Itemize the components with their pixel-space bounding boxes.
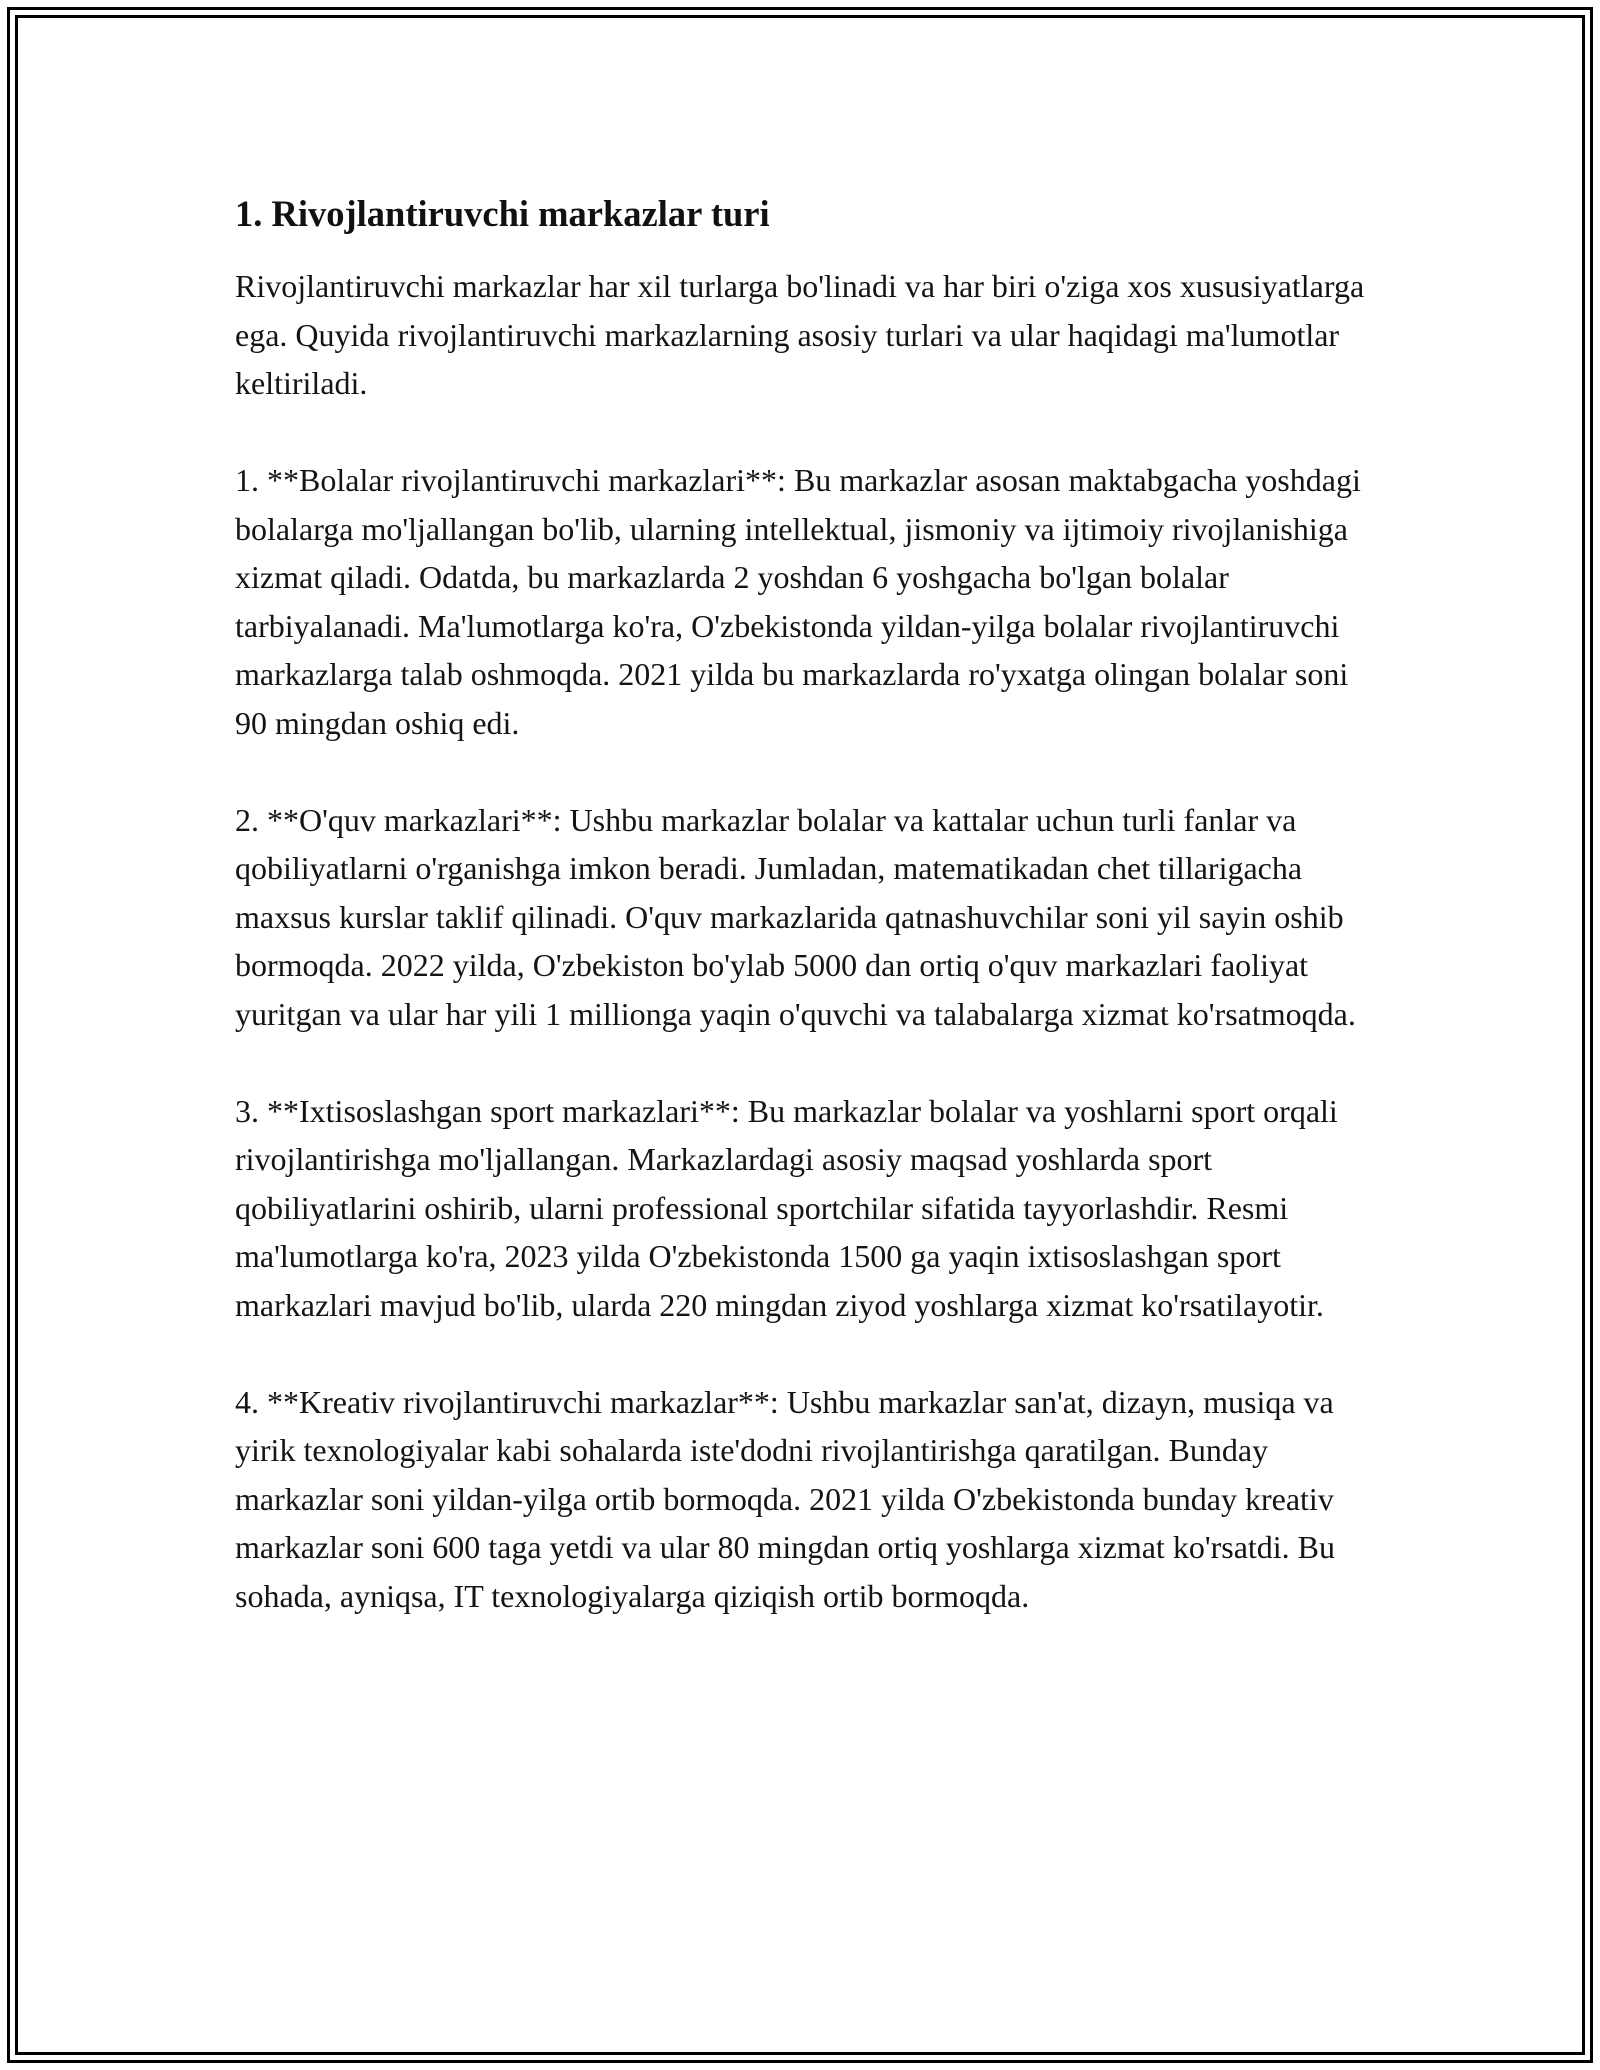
document-body: [235, 188, 1375, 1620]
list-item-sport-centers: 3. **Ixtisoslashgan sport markazlari**: Bu markazlar bolalar va yoshlarni sport orqali rivojlantirishga mo'ljallangan. Markazlardagi asosiy maqsad yoshlarda sport qobiliyatlarini oshirib, ularni professional sportchilar sifatida tayyorlashdir. Resmi ma'lumotlarga ko'ra, 2023 yilda O'zbekistonda 1500 ga yaqin ixtisoslashgan sport markazlari mavjud bo'lib, ularda 220 mingdan ziyod yoshlarga xizmat ko'rsatilayotir.: [235, 1092, 1338, 1323]
list-item-children-centers: 1. **Bolalar rivojlantiruvchi markazlari**: Bu markazlar asosan maktabgacha yoshdagi bolalarga mo'ljallangan bo'lib, ularning intellektual, jismoniy va ijtimoiy rivojlanishiga xizmat qiladi. Odatda, bu markazlarda 2 yoshdan 6 yoshgacha bo'lgan bolalar tarbiyalanadi. Ma'lumotlarga ko'ra, O'zbekistonda yildan-yilga bolalar rivojlantiruvchi markazlarga talab oshmoqda. 2021 yilda bu markazlarda ro'yxatga olingan bolalar soni 90 mingdan oshiq edi.: [235, 462, 1361, 741]
list-item-education-centers: 2. **O'quv markazlari**: Ushbu markazlar bolalar va kattalar uchun turli fanlar va qobiliyatlarni o'rganishga imkon beradi. Jumladan, matematikadan chet tillarigacha maxsus kurslar taklif qilinadi. O'quv markazlarida qatnashuvchilar soni yil sayin oshib bormoqda. 2022 yilda, O'zbekiston bo'ylab 5000 dan ortiq o'quv markazlari faoliyat yuritgan va ular har yili 1 millionga yaqin o'quvchi va talabalarga xizmat ko'rsatmoqda.: [235, 801, 1356, 1032]
section-title: 1. Rivojlantiruvchi markazlar turi: [235, 193, 770, 234]
intro-paragraph: Rivojlantiruvchi markazlar har xil turlarga bo'linadi va har biri o'ziga xos xususiyatlarga ega. Quyida rivojlantiruvchi markazlarning asosiy turlari va ular haqidagi ma'lumotlar keltiriladi.: [235, 268, 1365, 401]
list-item-creative-centers: 4. **Kreativ rivojlantiruvchi markazlar**: Ushbu markazlar san'at, dizayn, musiqa va yirik texnologiyalar kabi sohalarda iste'dodni rivojlantirishga qaratilgan. Bunday markazlar soni yildan-yilga ortib bormoqda. 2021 yilda O'zbekistonda bunday kreativ markazlar soni 600 taga yetdi va ular 80 mingdan ortiq yoshlarga xizmat ko'rsatdi. Bu sohada, ayniqsa, IT texnologiyalarga qiziqish ortib bormoqda.: [235, 1383, 1336, 1614]
